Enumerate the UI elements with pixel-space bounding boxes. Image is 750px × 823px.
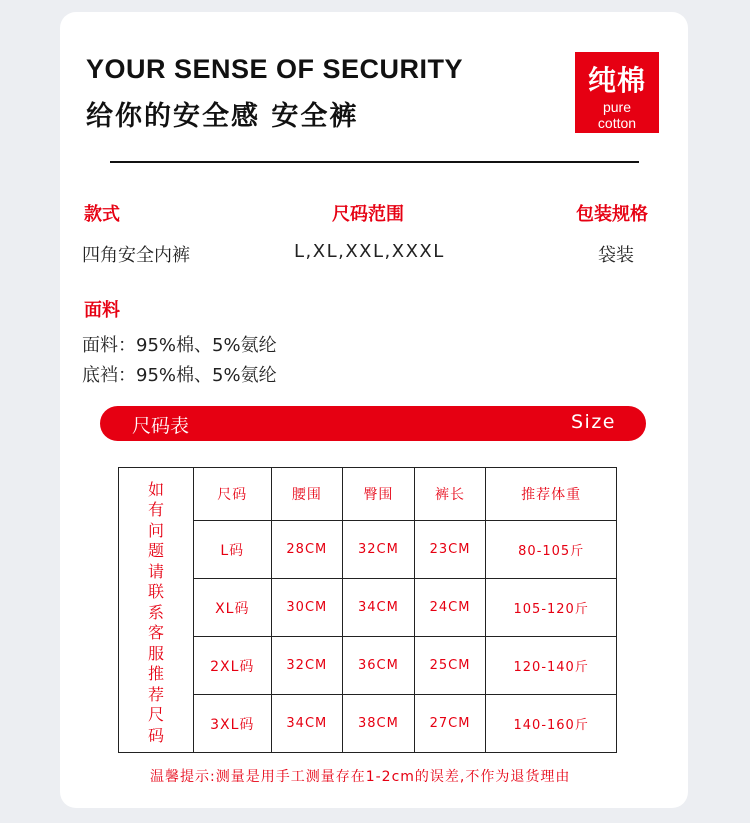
size-advice-char: 问 (147, 520, 164, 540)
table-row (119, 695, 617, 753)
size-chart-banner-cn: 尺码表 (132, 415, 190, 437)
product-card (60, 12, 688, 808)
fabric-line-2: 底裆：95%棉、5%氨纶 (82, 365, 277, 386)
size-range-label: 尺码范围 (332, 204, 404, 225)
table-cell: 30CM (271, 579, 343, 637)
table-header-cell: 腰围 (271, 468, 343, 521)
style-label: 款式 (84, 204, 120, 225)
badge-en-text-2: cotton (597, 115, 637, 131)
size-advice-char: 系 (147, 602, 164, 622)
pure-cotton-badge (575, 52, 659, 133)
size-name-cell: XL码 (194, 579, 272, 637)
size-advice-char: 荐 (147, 684, 164, 704)
table-cell: 32CM (271, 637, 343, 695)
table-header-row (119, 468, 617, 521)
size-advice-char: 尺 (147, 705, 164, 725)
table-cell: 34CM (343, 579, 415, 637)
table-cell: 80-105斤 (486, 521, 617, 579)
table-cell: 23CM (414, 521, 486, 579)
size-advice-char: 有 (147, 500, 164, 520)
table-cell: 24CM (414, 579, 486, 637)
fabric-line-1: 面料：95%棉、5%氨纶 (82, 335, 277, 356)
table-cell: 36CM (343, 637, 415, 695)
table-cell: 105-120斤 (486, 579, 617, 637)
size-table (118, 467, 617, 753)
table-cell: 32CM (343, 521, 415, 579)
table-row (119, 637, 617, 695)
packaging-value: 袋装 (598, 245, 634, 266)
packaging-label: 包装规格 (576, 204, 648, 225)
table-cell: 120-140斤 (486, 637, 617, 695)
size-name-cell: L码 (194, 521, 272, 579)
size-advice-note (119, 468, 194, 753)
size-advice-char: 联 (147, 582, 164, 602)
size-advice-char: 客 (147, 623, 164, 643)
size-name-cell: 3XL码 (194, 695, 272, 753)
table-cell: 27CM (414, 695, 486, 753)
size-advice-char: 服 (147, 643, 164, 663)
badge-cn-text: 纯棉 (587, 64, 646, 97)
table-cell: 38CM (343, 695, 415, 753)
title-chinese: 给你的安全感 安全裤 (86, 101, 359, 132)
size-chart-banner (100, 406, 646, 441)
badge-en-text-1: pure (602, 99, 632, 115)
size-advice-char: 如 (147, 479, 164, 499)
table-cell: 25CM (414, 637, 486, 695)
table-cell: 140-160斤 (486, 695, 617, 753)
table-header-cell: 推荐体重 (486, 468, 617, 521)
size-advice-char: 请 (147, 561, 164, 581)
size-advice-char: 码 (147, 725, 164, 745)
title-english: YOUR SENSE OF SECURITY (86, 54, 464, 84)
style-value: 四角安全内裤 (82, 245, 190, 266)
table-header-cell: 尺码 (194, 468, 272, 521)
size-advice-char: 推 (147, 664, 164, 684)
size-advice-char: 题 (147, 541, 164, 561)
table-row (119, 579, 617, 637)
size-range-value: L,XL,XXL,XXXL (294, 241, 445, 262)
fabric-label: 面料 (84, 300, 120, 321)
divider-line (110, 161, 639, 163)
measurement-note: 温馨提示:测量是用手工测量存在1-2cm的误差,不作为退货理由 (150, 769, 571, 785)
table-header-cell: 臀围 (343, 468, 415, 521)
size-chart-banner-en: Size (570, 411, 616, 433)
table-cell: 28CM (271, 521, 343, 579)
table-header-cell: 裤长 (414, 468, 486, 521)
table-cell: 34CM (271, 695, 343, 753)
table-row (119, 521, 617, 579)
size-name-cell: 2XL码 (194, 637, 272, 695)
